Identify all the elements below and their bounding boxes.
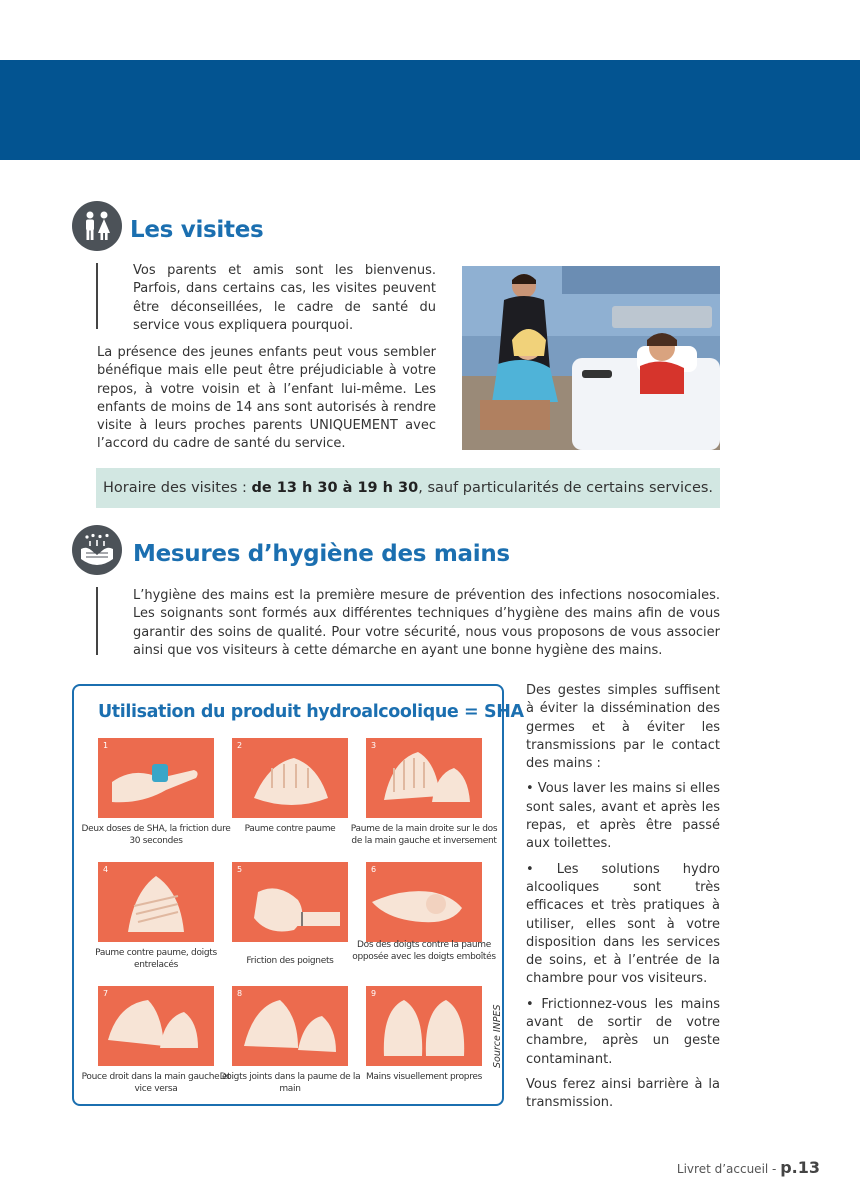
section-title-hygiene: Mesures d’hygiène des mains xyxy=(133,541,510,567)
step-number: 7 xyxy=(103,989,109,998)
hours-suffix: , sauf particularités de certains services. xyxy=(418,480,714,496)
step-card xyxy=(98,986,214,1066)
visitors-icon xyxy=(72,201,122,251)
hands-illustration-icon xyxy=(366,986,482,1066)
sha-title: Utilisation du produit hydroalcoolique = SHA xyxy=(98,702,524,722)
hours-prefix: Horaire des visites : xyxy=(102,480,252,496)
advice-conclusion: Vous ferez ainsi barrière à la transmission. xyxy=(526,1076,720,1111)
hygiene-intro: L’hygiène des mains est la première mesure de prévention des infections nosocomiales. Les soignants sont formés aux différentes techniques d’hygiène des mains afin de vous garantir des soins de qualité. Pour votre sécurité, nous vous proposons de vous associer ainsi que vos visiteurs à cette démarche en ayant une bonne hygiène des mains. xyxy=(133,588,720,658)
visiting-hours-box xyxy=(96,468,720,508)
section-title-visites: Les visites xyxy=(130,217,264,243)
source-credit: Source INPES xyxy=(492,1004,503,1068)
quote-bar xyxy=(96,587,98,655)
step-card xyxy=(366,986,482,1066)
step-caption: Paume contre paume xyxy=(244,824,336,834)
footer-label: Livret d’accueil - xyxy=(676,1162,781,1176)
step-card xyxy=(98,738,214,818)
step-number: 1 xyxy=(103,741,109,750)
step-caption: Friction des poignets xyxy=(246,956,334,966)
quote-bar xyxy=(96,263,98,329)
hands-illustration-icon xyxy=(232,738,348,818)
step-number: 3 xyxy=(371,741,377,750)
page-number: p.13 xyxy=(780,1158,820,1177)
step-number: 2 xyxy=(237,741,243,750)
step-caption: Pouce droit dans la main gauche et vice versa xyxy=(81,1072,231,1094)
hours-value: de 13 h 30 à 19 h 30 xyxy=(251,480,419,496)
step-caption: Dos des doigts contre la paume opposée avec les doigts emboîtés xyxy=(352,940,496,962)
step-caption: Deux doses de SHA, la friction dure 30 secondes xyxy=(81,824,231,846)
step-number: 4 xyxy=(103,865,109,874)
step-caption: Mains visuellement propres xyxy=(365,1072,483,1082)
step-number: 5 xyxy=(237,865,243,874)
hands-illustration-icon xyxy=(98,738,214,818)
hands-illustration-icon xyxy=(98,986,214,1066)
step-card xyxy=(232,862,348,942)
header-banner xyxy=(0,60,860,160)
handwashing-icon xyxy=(72,525,122,575)
step-number: 9 xyxy=(371,989,377,998)
step-caption: Paume contre paume, doigts entrelacés xyxy=(95,948,217,970)
page-footer xyxy=(677,1158,820,1177)
hands-illustration-icon xyxy=(366,738,482,818)
step-caption: Paume de la main droite sur le dos de la main gauche et inversement xyxy=(350,824,498,846)
advice-item: • Vous laver les mains si elles sont sales, avant et après les repas, et après être passé aux toilettes. xyxy=(526,781,720,852)
hospital-visit-photo xyxy=(462,266,720,450)
sha-instructions-panel xyxy=(72,684,524,1106)
step-number: 8 xyxy=(237,989,243,998)
visites-body: La présence des jeunes enfants peut vous sembler bénéfique mais elle peut être préjudiciable à votre repos, à votre voisin et à l’enfant lui-même. Les enfants de moins de 14 ans sont autorisés à rendre visite à leurs proches parents UNIQUEMENT avec l’accord du cadre de santé du service. xyxy=(97,345,436,452)
hands-illustration-icon xyxy=(232,862,348,942)
hands-illustration-icon xyxy=(98,862,214,942)
advice-intro: Des gestes simples suffisent à éviter la dissémination des germes et à éviter les transmissions par le contact des mains : xyxy=(526,683,720,772)
step-card xyxy=(366,862,482,942)
step-card xyxy=(98,862,214,942)
hands-illustration-icon xyxy=(366,862,482,942)
step-card xyxy=(232,738,348,818)
visites-intro: Vos parents et amis sont les bienvenus. Parfois, dans certains cas, les visites peuvent être déconseillées, le cadre de santé du service vous expliquera pourquoi. xyxy=(133,263,436,333)
handwashing-advice xyxy=(526,682,720,1120)
step-caption: Doigts joints dans la paume de la main xyxy=(219,1072,361,1094)
advice-item: • Les solutions hydro alcooliques sont très efficaces et très pratiques à utiliser, elles sont à votre disposition dans les services de soins, et à l’entrée de la chambre pour vos visiteurs. xyxy=(526,861,720,987)
step-card xyxy=(366,738,482,818)
step-number: 6 xyxy=(371,865,377,874)
step-card xyxy=(232,986,348,1066)
hands-illustration-icon xyxy=(232,986,348,1066)
advice-item: • Frictionnez-vous les mains avant de sortir de votre chambre, après un geste contaminant. xyxy=(526,996,720,1067)
